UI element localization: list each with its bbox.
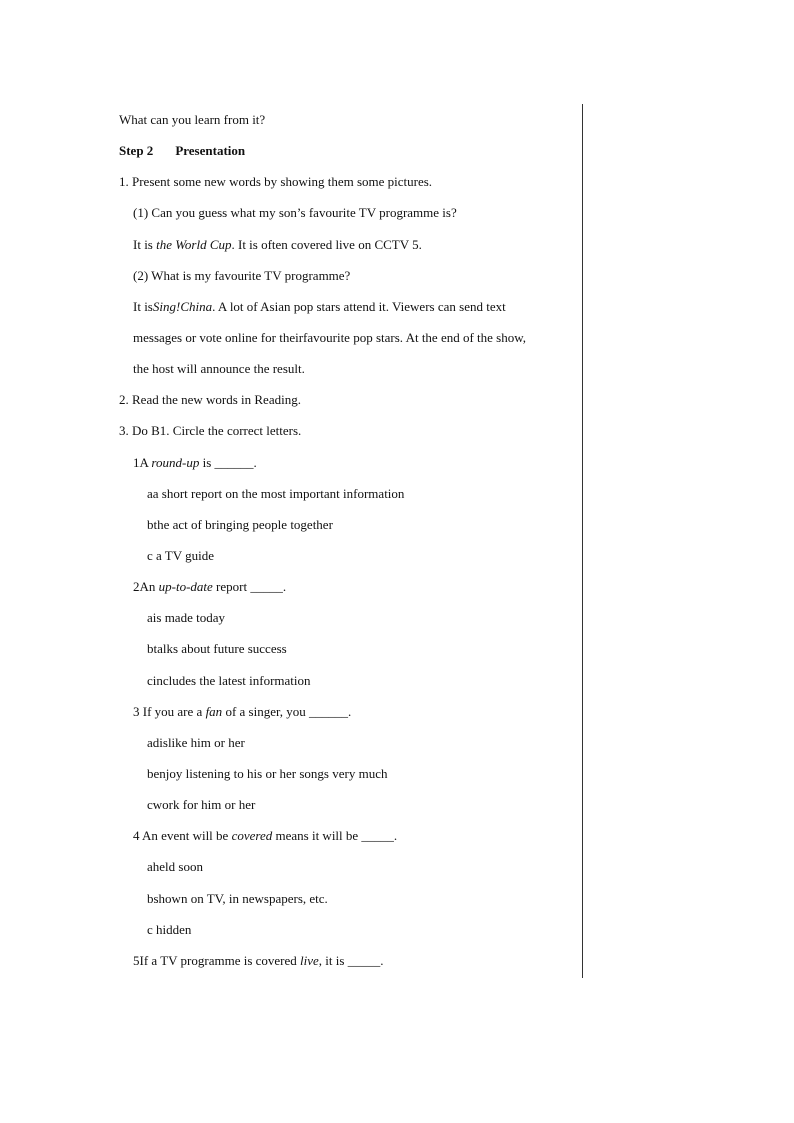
question-2: (2) What is my favourite TV programme? — [133, 267, 351, 283]
item-3: 3. Do B1. Circle the correct letters. — [119, 423, 302, 439]
b1-q5-post: , it is _____. — [318, 952, 384, 968]
answer-1-pre: It is — [133, 236, 157, 252]
step-label: Step 2 — [119, 143, 154, 159]
item-1: 1. Present some new words by showing them some pictures. — [119, 174, 433, 190]
b1-q3-em: fan — [205, 703, 223, 719]
answer-2-em: Sing!China — [152, 298, 213, 314]
b1-q3-option-c: cwork for him or her — [147, 797, 256, 813]
b1-q5-pre: 5If a TV programme is covered — [133, 952, 301, 968]
b1-q2-post: report _____. — [212, 579, 287, 595]
answer-2-post: . A lot of Asian pop stars attend it. Viewers can send text — [212, 298, 506, 314]
answer-1 — [119, 235, 571, 266]
b1-q1-option-a: aa short report on the most important information — [147, 485, 405, 501]
b1-question-2 — [119, 577, 571, 608]
b1-q4-post: means it will be _____. — [272, 828, 398, 844]
b1-q1-option-b: bthe act of bringing people together — [147, 516, 333, 532]
b1-q4-option-b: bshown on TV, in newspapers, etc. — [147, 890, 328, 906]
b1-q1-em: round-up — [151, 454, 200, 470]
table-border-right — [582, 104, 583, 978]
b1-q3-option-b: benjoy listening to his or her songs very much — [147, 765, 388, 781]
b1-question-3 — [119, 702, 571, 733]
b1-question-1 — [119, 453, 571, 484]
b1-q2-option-b: btalks about future success — [147, 641, 287, 657]
answer-2-pre: It is — [133, 298, 153, 314]
b1-q1-post: is ______. — [199, 454, 257, 470]
b1-question-4 — [119, 826, 571, 857]
b1-q4-option-a: aheld soon — [147, 859, 203, 875]
item-2: 2. Read the new words in Reading. — [119, 392, 301, 408]
b1-q2-option-a: ais made today — [147, 610, 225, 626]
b1-q2-em: up-to-date — [158, 579, 213, 595]
intro-question: What can you learn from it? — [119, 112, 266, 127]
b1-q2-pre: 2An — [133, 579, 159, 595]
b1-q3-pre: 3 If you are a — [133, 703, 206, 719]
step-heading — [119, 141, 571, 172]
answer-2-line-3: the host will announce the result. — [133, 361, 305, 377]
b1-q3-post: of a singer, you ______. — [222, 703, 352, 719]
lesson-content — [119, 110, 571, 982]
answer-1-em: the World Cup — [156, 236, 232, 252]
answer-2-line-2: messages or vote online for theirfavourite pop stars. At the end of the show, — [133, 329, 527, 345]
b1-q1-pre: 1A — [133, 454, 152, 470]
step-title: Presentation — [175, 143, 246, 159]
b1-q4-pre: 4 An event will be — [133, 828, 232, 844]
b1-q3-option-a: adislike him or her — [147, 734, 245, 750]
b1-q5-em: live — [300, 952, 319, 968]
answer-2 — [119, 297, 571, 328]
question-1: (1) Can you guess what my son’s favourite TV programme is? — [133, 205, 457, 221]
b1-q4-option-c: c hidden — [147, 921, 192, 937]
answer-1-post: . It is often covered live on CCTV 5. — [231, 236, 422, 252]
b1-q1-option-c: c a TV guide — [147, 547, 215, 563]
b1-q4-em: covered — [231, 828, 273, 844]
b1-question-5 — [119, 951, 571, 982]
b1-q2-option-c: cincludes the latest information — [147, 672, 311, 688]
